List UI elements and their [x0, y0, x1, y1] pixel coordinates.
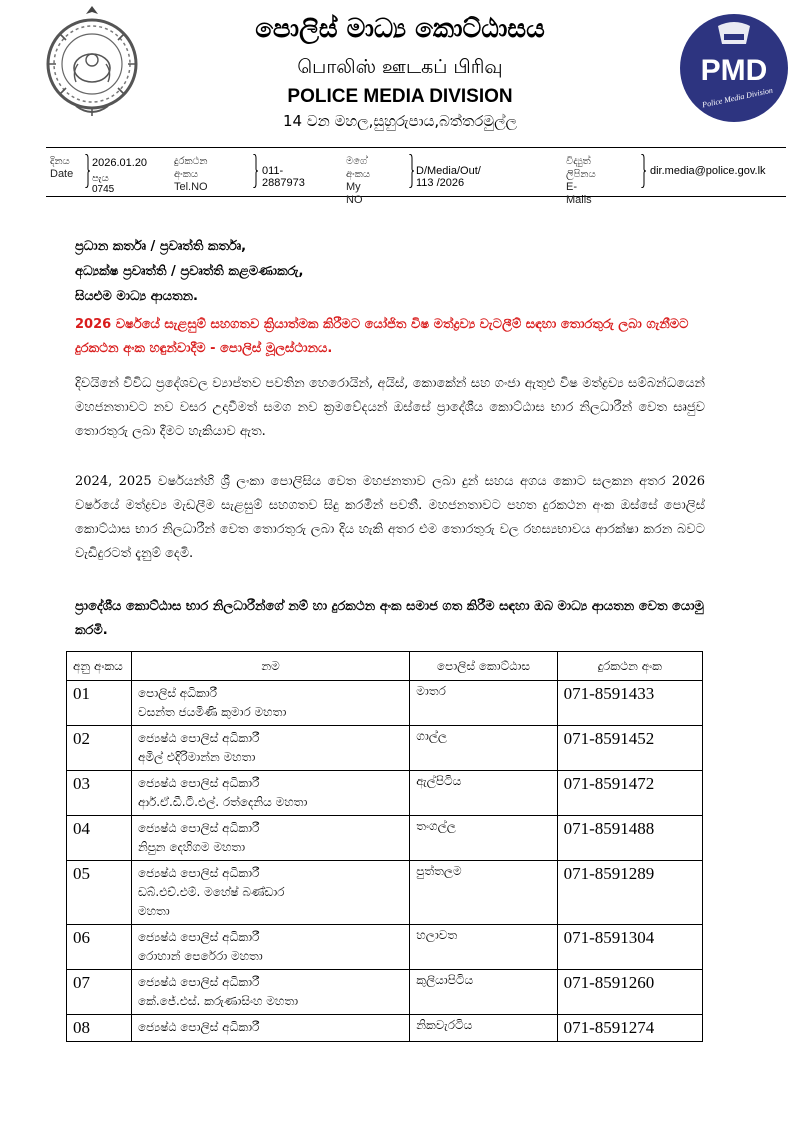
serial-number-cell: 08 — [67, 1015, 132, 1042]
officer-name-line: ඩබ්.එච්.එම්. මහේෂ් බණ්ඩාර — [137, 885, 285, 899]
date-value: 2026.01.20 — [92, 157, 148, 169]
column-header-phone: දුරකථන අංක — [557, 652, 702, 681]
officer-name-cell — [131, 970, 409, 1015]
email-value[interactable]: dir.media@police.gov.lk — [650, 165, 766, 177]
phone-number-cell: 071-8591472 — [557, 771, 702, 816]
date-label-en: Date — [50, 168, 74, 180]
officer-name-cell — [131, 925, 409, 970]
brace-icon — [84, 154, 90, 188]
police-division-cell: මාතර — [410, 681, 557, 726]
tel-label-si: දුරකථන අංකය — [174, 156, 208, 180]
brace-icon — [640, 154, 646, 188]
table-row — [67, 861, 703, 925]
my-no-value: D/Media/Out/ 113 /2026 — [416, 165, 481, 189]
officer-name-line: ජ්‍යෙෂ්ඨ පොලිස් අධිකාරී — [137, 776, 260, 790]
my-no-label-en: My NO — [346, 181, 363, 206]
phone-number-cell: 071-8591289 — [557, 861, 702, 925]
police-division-cell: ඇල්පිටිය — [410, 771, 557, 816]
officer-name-line: ජ්‍යෙෂ්ඨ පොලිස් අධිකාරී — [137, 1020, 260, 1034]
serial-number-cell: 03 — [67, 771, 132, 816]
officer-name-line: පොලිස් අධිකාරී — [137, 686, 218, 700]
police-division-cell: ගාල්ල — [410, 726, 557, 771]
column-header-division: පොලිස් කොට්ඨාස — [410, 652, 557, 681]
officer-name-line: රොහාන් පෙරේරා මහතා — [137, 949, 263, 963]
body-paragraph: 2024, 2025 වර්ෂයන්හි ශ්‍රී ලංකා පොලිසිය වෙත මහජනතාව ලබා දුන් සහය අගය කොට සලකන අතර 2026 වර්ෂයේ මත්ද්‍රව්‍ය මැඩලීම සැළසුම් සහගතව සිදු කරමින් පවතී. මහජනතාවට පහත දුරකථන අංක ඔස්සේ පොලිස් කොට්ඨාස භාර නිලධාරීන් වෙත තොරතුරු ලබා දිය හැකි අතර එම තොරතුරු වල රහස්‍යභාවය ආරක්ෂා කරන බවට වැඩිදුරටත් දැනුම් දෙමි. — [75, 474, 705, 561]
letter-subject: 2026 වර්ෂයේ සැළසුම් සහගතව ක්‍රියාත්මක කිරීමට යෝජිත විෂ මත්ද්‍රව්‍ය වැටලීම් සඳහා තොරතුරු ලබා ගැනීමට දුරකථන අංක හඳුන්වාදීම - පොලිස් මූලස්ථානය. — [75, 317, 689, 356]
table-row — [67, 1015, 703, 1042]
officer-name-line: ආර්.ඒ.ඩී.ටී.එල්. රත්දෙනිය මහතා — [137, 795, 308, 809]
officer-name-line: ජ්‍යෙෂ්ඨ පොලිස් අධිකාරී — [137, 866, 260, 880]
addressee-line: අධ්‍යක්ෂ ප්‍රවෘත්ති / ප්‍රවෘත්ති කළමණාකරු, — [75, 264, 304, 279]
officer-name-line: ජ්‍යෙෂ්ඨ පොලිස් අධිකාරී — [137, 930, 260, 944]
phone-number-cell: 071-8591488 — [557, 816, 702, 861]
tel-value: 011-2887973 — [262, 165, 305, 189]
pmd-logo-text: PMD — [700, 54, 768, 87]
sri-lanka-police-emblem-icon — [46, 4, 138, 122]
police-division-cell: නිකවැරටිය — [410, 1015, 557, 1042]
serial-number-cell: 02 — [67, 726, 132, 771]
tel-label-en: Tel.NO — [174, 181, 208, 193]
column-header-name: නම — [131, 652, 409, 681]
officer-name-cell — [131, 1015, 409, 1042]
officer-name-line: මහතා — [137, 904, 170, 918]
officer-name-cell — [131, 861, 409, 925]
email-label-si: විද්‍යුත් ලිපිනය — [566, 156, 596, 180]
officer-name-cell — [131, 726, 409, 771]
brace-icon — [252, 154, 258, 188]
phone-number-cell: 071-8591274 — [557, 1015, 702, 1042]
officer-name-line: ජ්‍යෙෂ්ඨ පොලිස් අධිකාරී — [137, 821, 260, 835]
table-intro: ප්‍රාදේශීය කොට්ඨාස භාර නිලධාරීන්ගේ නම් හා දුරකථන අංක සමාජ ගත කිරීම සඳහා ඔබ මාධ්‍ය ආයතන වෙත යොමු කරමි. — [75, 599, 704, 638]
time-value: පැය 0745 — [92, 173, 115, 195]
brace-icon — [408, 154, 414, 188]
table-row — [67, 970, 703, 1015]
officer-name-cell — [131, 681, 409, 726]
table-header-row — [67, 652, 703, 681]
serial-number-cell: 06 — [67, 925, 132, 970]
officer-name-line: කේ.ජේ.එස්. කරුණාසිංහ මහතා — [137, 994, 299, 1008]
officer-name-cell — [131, 771, 409, 816]
my-no-label-si: මගේ අංකය — [346, 156, 371, 180]
pmd-logo-icon — [678, 12, 790, 124]
serial-number-cell: 04 — [67, 816, 132, 861]
officer-name-line: අමිල් එදිරිමාන්න මහතා — [137, 750, 256, 764]
division-address: 14 වන මහල,සුහුරුපාය,බත්තරමුල්ල — [283, 112, 517, 130]
police-division-cell: තංගල්ල — [410, 816, 557, 861]
division-title-sinhala: පොලිස් මාධ්‍ය කොට්ඨාසය — [255, 14, 545, 44]
addressee-line: සියළුම මාධ්‍ය ආයතන. — [75, 289, 198, 304]
phone-number-cell: 071-8591452 — [557, 726, 702, 771]
division-title-tamil: பொலிஸ் ஊடகப் பிரிவு — [297, 56, 503, 78]
addressee-line: ප්‍රධාන කර්තෘ / ප්‍රවෘත්ති කර්තෘ, — [75, 239, 247, 254]
reference-info-strip — [46, 147, 786, 206]
table-row — [67, 726, 703, 771]
date-label-si: දිනය — [50, 156, 70, 167]
officer-name-line: ජ්‍යෙෂ්ඨ පොලිස් අධිකාරී — [137, 975, 260, 989]
email-label-en: E-Mails — [566, 181, 592, 206]
serial-number-cell: 05 — [67, 861, 132, 925]
police-division-cell: හලාවත — [410, 925, 557, 970]
column-header-serial: අනු අංකය — [67, 652, 132, 681]
police-division-cell: පුත්තලම — [410, 861, 557, 925]
officers-table — [66, 651, 703, 1042]
officers-table-body — [67, 681, 703, 1042]
division-title-english: POLICE MEDIA DIVISION — [287, 86, 513, 107]
addressee-block — [75, 234, 303, 309]
table-row — [67, 771, 703, 816]
serial-number-cell: 01 — [67, 681, 132, 726]
table-row — [67, 925, 703, 970]
officer-name-line: නිපුන දෙහිගම මහතා — [137, 840, 246, 854]
officer-name-cell — [131, 816, 409, 861]
police-division-cell: කුලියාපිටිය — [410, 970, 557, 1015]
phone-number-cell: 071-8591433 — [557, 681, 702, 726]
phone-number-cell: 071-8591260 — [557, 970, 702, 1015]
officer-name-line: වසන්ත ජයමිණි කුමාර මහතා — [137, 705, 287, 719]
table-row — [67, 681, 703, 726]
phone-number-cell: 071-8591304 — [557, 925, 702, 970]
pmd-logo-subtext: Police Media Division — [701, 85, 774, 110]
serial-number-cell: 07 — [67, 970, 132, 1015]
body-paragraph: දිවයිනේ විවිධ ප්‍රදේශවල ව්‍යාප්තව පවතින හෙරොයින්, අයිස්, කොකේන් සහ ගංජා ඇතුළු විෂ මත්ද්‍රව්‍ය සම්බන්ධයෙන් මහජනතාවට නව වසර උදාවීමත් සමග නව ක්‍රමවේදයන් ඔස්සේ ප්‍රාදේශීය කොට්ඨාස භාර නිලධාරීන් වෙත සෘජුව තොරතුරු ලබා දීමට හැකියාව ඇත. — [75, 376, 705, 439]
officer-name-line: ජ්‍යෙෂ්ඨ පොලිස් අධිකාරී — [137, 731, 260, 745]
table-row — [67, 816, 703, 861]
